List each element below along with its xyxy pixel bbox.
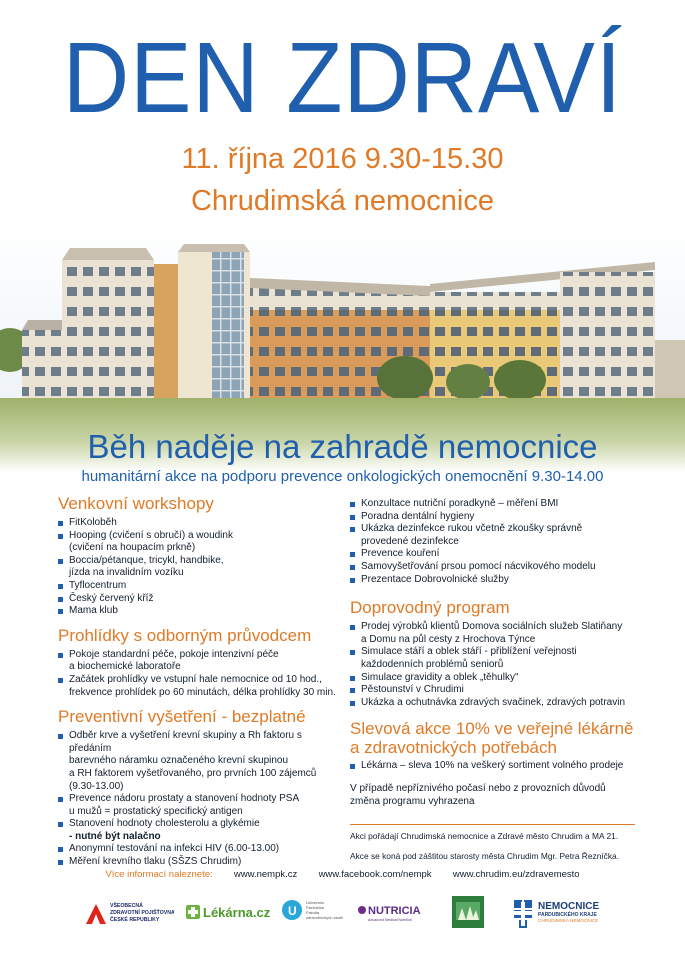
right-column	[350, 494, 640, 808]
svg-text:ZDRAVOTNÍ POJIŠŤOVNA: ZDRAVOTNÍ POJIŠŤOVNA	[110, 910, 174, 916]
bullet-icon	[58, 534, 63, 539]
list-item: Boccia/pétanque, tricykl, handbike, jízda na invalidním vozíku	[58, 555, 343, 580]
list-item: Začátek prohlídky ve vstupní hale nemocnice od 10 hod., frekvence prohlídek po 60 minutách, délka prohlídky 30 min.	[58, 674, 343, 699]
svg-text:U: U	[288, 904, 297, 918]
sponsor-logos	[0, 892, 685, 932]
svg-text:Lékárna.cz: Lékárna.cz	[203, 905, 270, 920]
bullet-icon	[350, 764, 355, 769]
bullet-icon	[350, 625, 355, 630]
list-item: Hooping (cvičení s obručí) a woudink (cvičení na houpacím prkně)	[58, 530, 343, 555]
list-item: Prevence nádoru prostaty a stanovení hodnoty PSA u mužů = prostatický specifický antigen	[58, 793, 343, 818]
list-item: Anonymní testování na infekci HIV (6.00-13.00)	[58, 843, 343, 856]
list-item: Ukázka a ochutnávka zdravých svačinek, zdravých potravin	[350, 697, 640, 710]
list-item: Lékárna – sleva 10% na veškerý sortiment volného prodeje	[350, 760, 640, 773]
workshops-list	[58, 517, 343, 618]
list-item: Pokoje standardní péče, pokoje intenzivní péče a biochemické laboratoře	[58, 649, 343, 674]
tours-list	[58, 649, 343, 699]
discount-list	[350, 760, 640, 773]
svg-text:VŠEOBECNÁ: VŠEOBECNÁ	[110, 903, 143, 909]
svg-text:Univerzita: Univerzita	[306, 900, 324, 905]
svg-text:ČESKÉ REPUBLIKY: ČESKÉ REPUBLIKY	[110, 917, 160, 923]
bullet-icon	[350, 552, 355, 557]
svg-text:CHRUDIMSKÁ NEMOCNICE: CHRUDIMSKÁ NEMOCNICE	[538, 918, 599, 923]
bullet-icon	[350, 676, 355, 681]
link-chrudim[interactable]: www.chrudim.eu/zdravemesto	[452, 869, 580, 880]
list-item: Odběr krve a vyšetření krevní skupiny a Rh faktoru s předáním barevného náramku označeného krevní skupinou a RH faktorem vyšetřovaného, pro prvních 100 zájemců (9.30-13.00)	[58, 730, 343, 793]
svg-text:NUTRICIA: NUTRICIA	[368, 905, 421, 917]
more-info-line	[0, 869, 685, 880]
bullet-icon	[350, 527, 355, 532]
list-item: Pěstounství v Chrudimi	[350, 684, 640, 697]
bullet-icon	[350, 578, 355, 583]
list-item: Prezentace Dobrovolnické služby	[350, 574, 640, 587]
bullet-icon	[58, 584, 63, 589]
list-item: FitKoloběh	[58, 517, 343, 530]
list-item: Prevence kouření	[350, 548, 640, 561]
list-item: Tyflocentrum	[58, 580, 343, 593]
chrudim-city-logo	[448, 892, 488, 932]
list-item: Český červený kříž	[58, 593, 343, 606]
bullet-icon	[58, 559, 63, 564]
organizers-note: Akci pořádají Chrudimská nemocnice a Zdravé město Chrudim a MA 21.	[350, 831, 619, 841]
list-item: Poradna dentální hygieny	[350, 511, 640, 524]
program-list	[350, 621, 640, 709]
list-item: Samovyšetřování prsou pomocí nácvikového modelu	[350, 561, 640, 574]
exams-heading: Preventivní vyšetření - bezplatné	[58, 707, 306, 727]
list-item: Prodej výrobků klientů Domova sociálních služeb Slatiňany a Domu na půl cesty z Hrochova Týnce	[350, 621, 640, 646]
list-item: Simulace stáří a oblek stáří - přiblížení veřejnosti každodenních problémů seniorů	[350, 646, 640, 671]
bullet-icon	[58, 597, 63, 602]
bullet-icon	[350, 688, 355, 693]
bullet-icon	[350, 502, 355, 507]
discount-heading: Slevová akce 10% ve veřejné lékárně a zdravotnických potřebách	[350, 719, 634, 758]
list-item: Mama klub	[58, 605, 343, 618]
vzp-logo	[84, 892, 174, 932]
bullet-icon	[58, 521, 63, 526]
list-item: Ukázka dezinfekce rukou včetně zkoušky správně provedené dezinfekce	[350, 523, 640, 548]
services-list	[350, 498, 640, 586]
bullet-icon	[58, 734, 63, 739]
bullet-icon	[58, 822, 63, 827]
event-place: Chrudimská nemocnice	[190, 185, 494, 217]
svg-text:NEMOCNICE: NEMOCNICE	[538, 901, 600, 912]
patronage-note: Akce se koná pod záštitou starosty města Chrudim Mgr. Petra Řezníčka.	[350, 851, 620, 861]
weather-note: V případě nepříznivého počasí nebo z provozních důvodů změna programu vyhrazena	[350, 782, 606, 807]
poster-title: DEN ZDRAVÍ	[62, 22, 623, 134]
list-item: Konzultace nutriční poradkyně – měření BMI	[350, 498, 640, 511]
nutricia-logo	[356, 892, 422, 932]
program-heading: Doprovodný program	[350, 598, 510, 618]
event-date: 11. října 2016 9.30-15.30	[181, 143, 504, 175]
exams-list	[58, 730, 343, 869]
svg-text:zdravotnických studií: zdravotnických studií	[306, 915, 344, 920]
list-item: Stanovení hodnoty cholesterolu a glykémie - nutné být nalačno	[58, 818, 343, 843]
run-of-hope-subtitle: humanitární akce na podporu prevence onkologických onemocnění 9.30-14.00	[81, 468, 604, 485]
left-column	[58, 494, 343, 869]
university-logo	[280, 892, 350, 932]
bullet-icon	[58, 797, 63, 802]
bullet-icon	[58, 860, 63, 865]
divider	[350, 824, 635, 825]
link-facebook[interactable]: www.facebook.com/nempk	[318, 869, 432, 880]
link-nempk[interactable]: www.nempk.cz	[233, 869, 298, 880]
list-item: Simulace gravidity a oblek „těhulky"	[350, 672, 640, 685]
more-info-label: Více informací naleznete:	[105, 869, 213, 880]
lekarna-logo	[184, 892, 270, 932]
list-item: Měření krevního tlaku (SŠZS Chrudim)	[58, 856, 343, 869]
bullet-icon	[58, 847, 63, 852]
bullet-icon	[58, 653, 63, 658]
bullet-icon	[58, 678, 63, 683]
bullet-icon	[350, 701, 355, 706]
run-of-hope-heading: Běh naděje na zahradě nemocnice	[87, 428, 598, 465]
bullet-icon	[350, 650, 355, 655]
svg-text:Fakulta: Fakulta	[306, 910, 320, 915]
workshops-heading: Venkovní workshopy	[58, 494, 214, 513]
svg-text:Advanced Medical Nutrition: Advanced Medical Nutrition	[368, 918, 412, 922]
svg-text:Pardubice: Pardubice	[306, 905, 325, 910]
bullet-icon	[350, 515, 355, 520]
tours-heading: Prohlídky s odborným průvodcem	[58, 625, 312, 645]
nemocnice-logo	[508, 892, 633, 932]
organizer-notes	[350, 824, 640, 871]
bullet-icon	[58, 609, 63, 614]
bullet-icon	[350, 565, 355, 570]
svg-text:PARDUBICKÉHO KRAJE: PARDUBICKÉHO KRAJE	[538, 912, 597, 918]
